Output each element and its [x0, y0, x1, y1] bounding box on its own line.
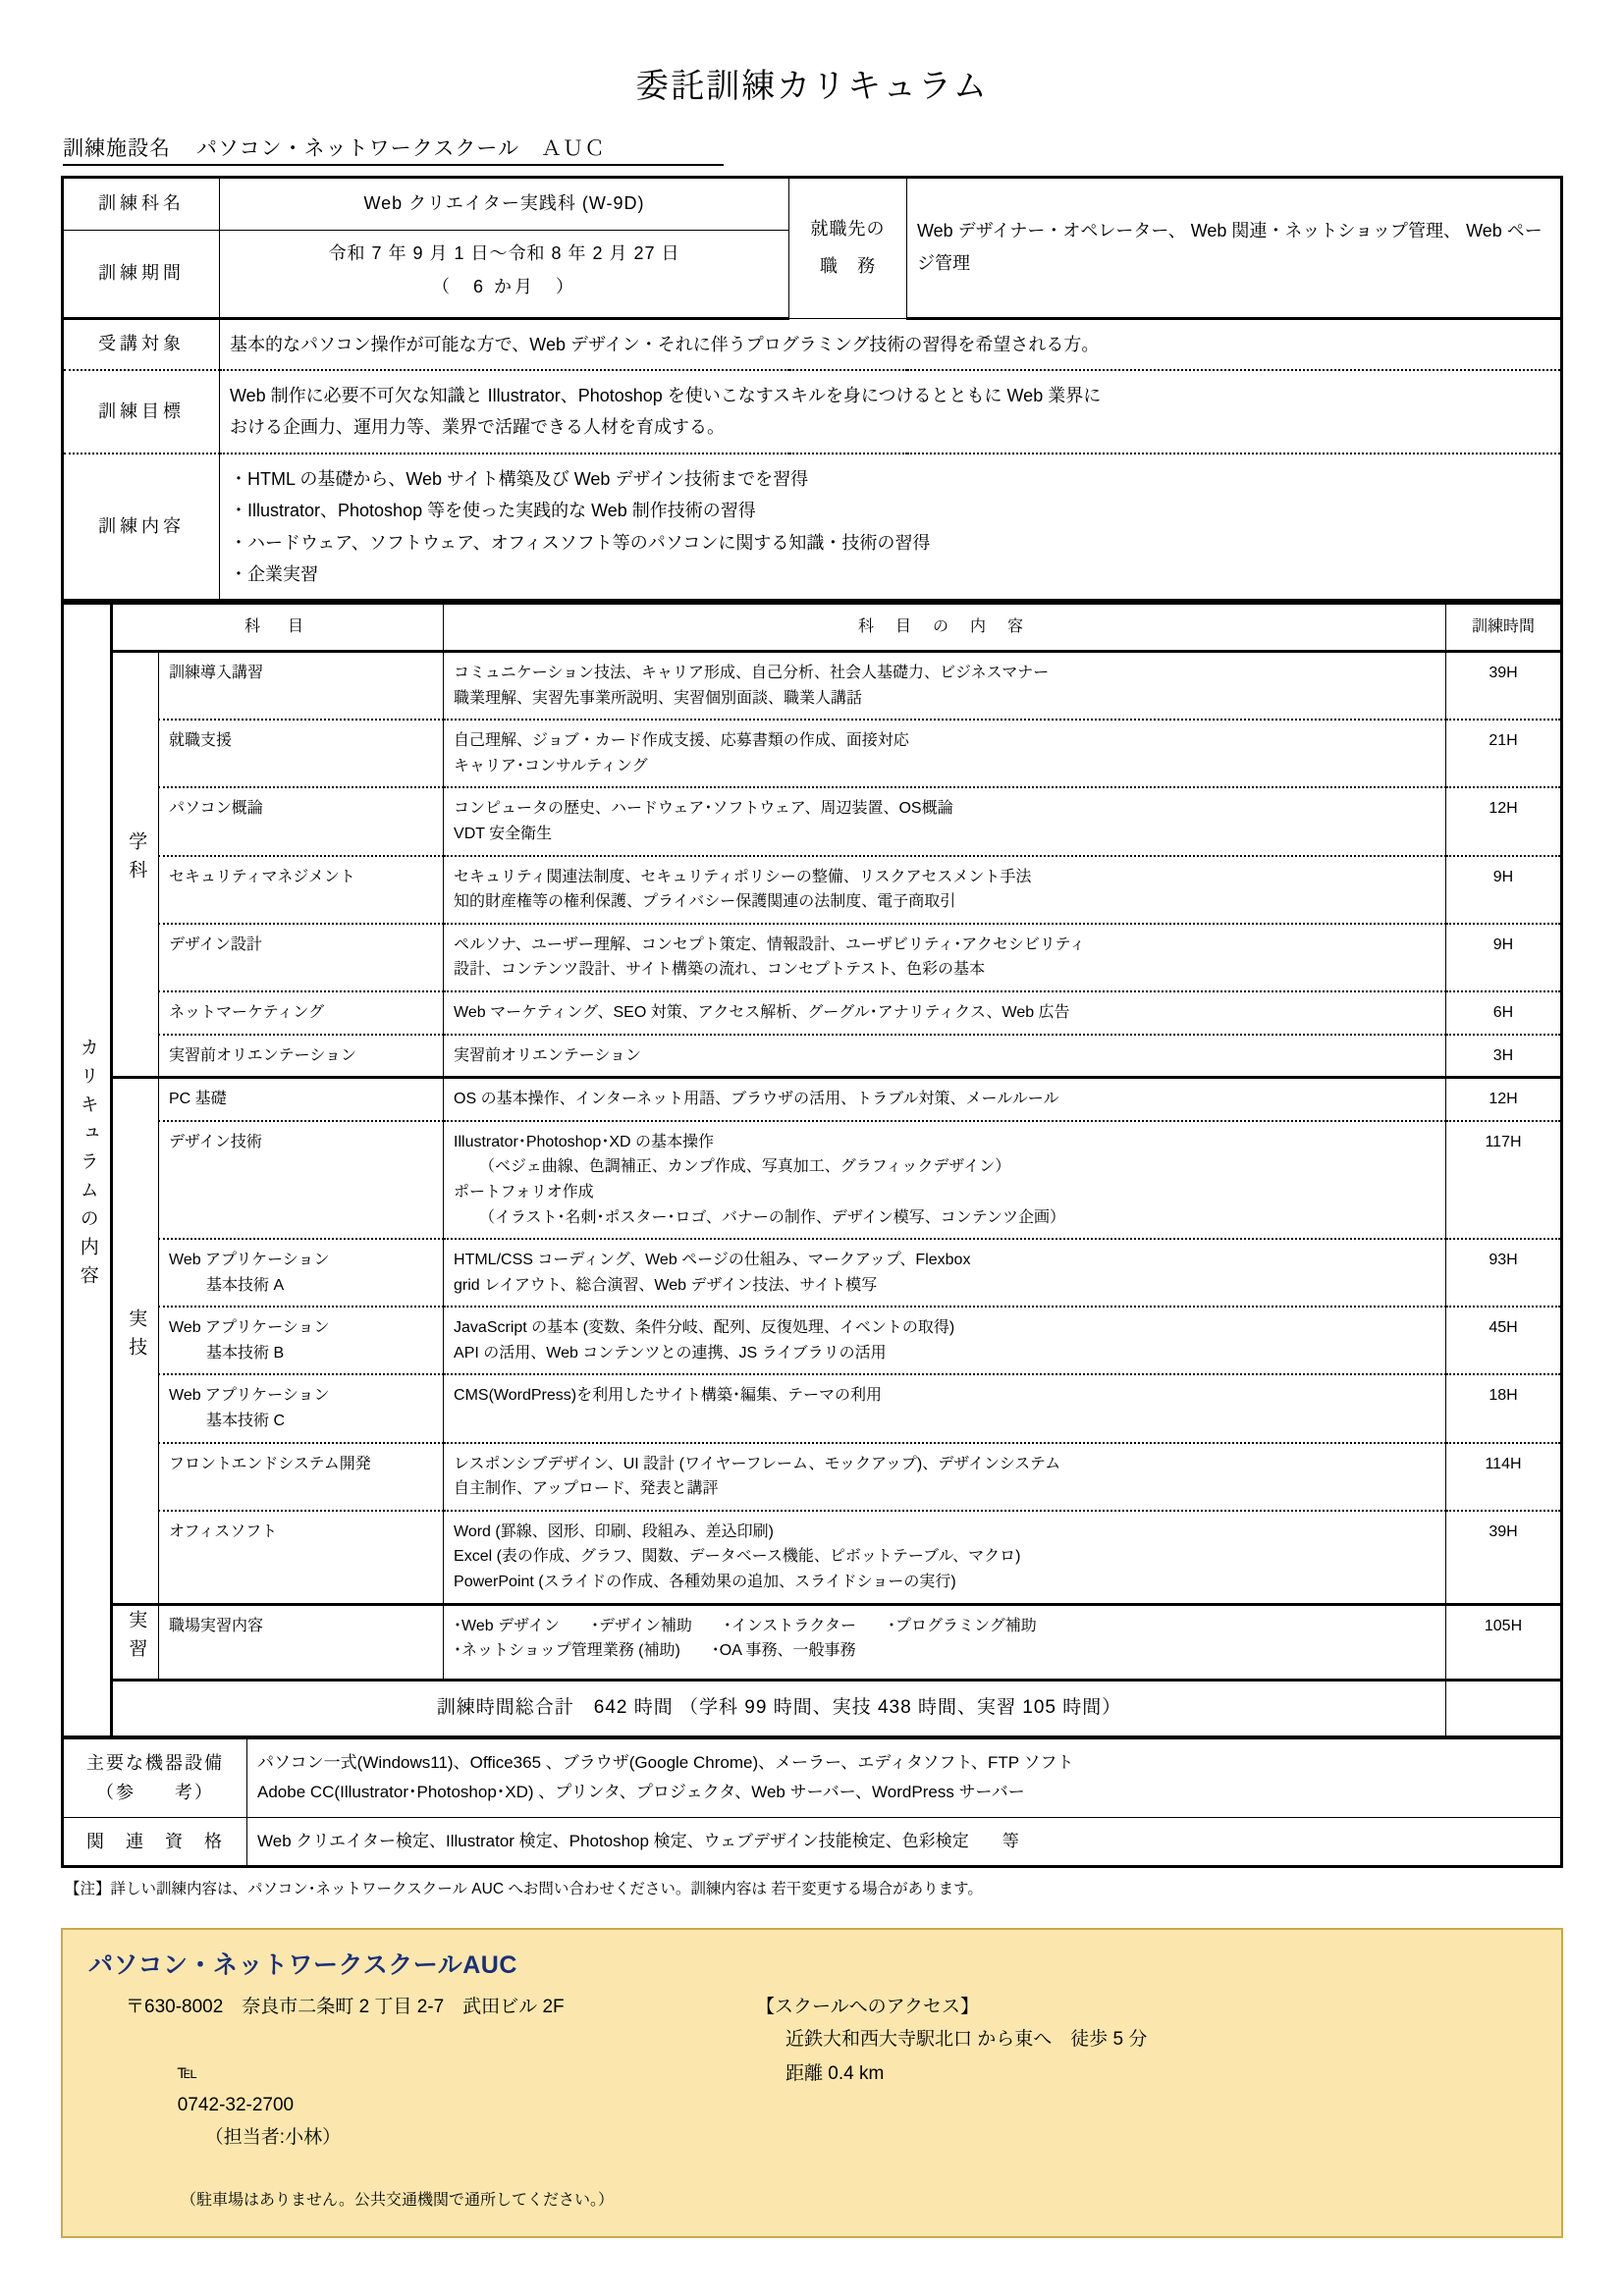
- content-line: PowerPoint (スライドの作成、各種効果の追加、スライドショーの実行): [454, 1574, 956, 1591]
- content-line: grid レイアウト、総合演習、Web デザイン技法、サイト模写: [454, 1276, 878, 1294]
- parking-note: （駐車場はありません。公共交通機関で通所してください。）: [181, 2191, 614, 2209]
- table-row: [63, 1738, 1562, 1817]
- curriculum-side-label: [63, 604, 112, 1736]
- total-hours-row: [63, 1681, 1562, 1736]
- content-line: JavaScript の基本 (変数、条件分岐、配列、反復処理、イベントの取得): [454, 1319, 955, 1337]
- subject-line: Web アプリケーション: [169, 1319, 330, 1337]
- subject-content: [444, 1604, 1446, 1681]
- training-hours: 105H: [1446, 1604, 1562, 1681]
- table-row: [63, 1604, 1562, 1681]
- subject-content: [444, 787, 1446, 855]
- group-label-text: 実習: [126, 1609, 147, 1667]
- curriculum-side-label-text: カリキュラムの内容: [77, 1038, 98, 1295]
- period-label: 訓練期間: [63, 230, 220, 318]
- subject-content: [444, 1078, 1446, 1121]
- qualification-text: Web クリエイター検定、Illustrator 検定、Photoshop 検定、ウェブデザイン技能検定、色彩検定 等: [247, 1817, 1562, 1867]
- target-label: 受講対象: [63, 318, 220, 370]
- content-line: 知的財産権等の権利保護、プライバシー保護関連の法制度、電子商取引: [454, 893, 956, 911]
- subject-line: PC 基礎: [169, 1091, 227, 1108]
- job-destination-label: [789, 178, 907, 319]
- subject-content: [444, 924, 1446, 991]
- footnote-text: 詳しい訓練内容は、パソコン･ネットワークスクール AUC へお問い合わせください。訓練内容は 若干変更する場合があります。: [110, 1881, 983, 1898]
- goal-line: おける企画力、運用力等、業界で活躍できる人材を育成する。: [230, 417, 725, 438]
- content-line: コミュニケーション技法、キャリア形成、自己分析、社会人基礎力、ビジネスマナー: [454, 665, 1050, 681]
- job-destination-list: [907, 178, 1562, 319]
- content-line: レスポンシブデザイン、UI 設計 (ワイヤーフレーム、モックアップ)、デザインシステム: [454, 1455, 1061, 1472]
- group-label-3: [112, 1604, 159, 1681]
- facility-name: パソコン・ネットワークスクール ＡＵＣ: [171, 133, 724, 166]
- school-name: パソコン・ネットワークスクールAUC: [88, 1951, 517, 1980]
- target-text: 基本的なパソコン操作が可能な方で、Web デザイン・それに伴うプログラミング技術の習得を希望される方。: [220, 318, 1562, 370]
- subject-line: フロントエンドシステム開発: [169, 1455, 371, 1472]
- content-line: ･ネットショップ管理業務 (補助) ･OA 事務、一般事務: [454, 1642, 856, 1660]
- equipment-label-line2: （参 考）: [96, 1783, 214, 1803]
- table-row: [63, 178, 1562, 231]
- subject-line: 基本技術 C: [206, 1413, 286, 1430]
- period-line1: 令和 7 年 9 月 1 日〜令和 8 年 2 月 27 日: [328, 242, 680, 263]
- page-title: 委託訓練カリキュラム: [635, 67, 989, 106]
- total-hours-text: 訓練時間総合計 642 時間 （学科 99 時間、実技 438 時間、実習 105 時間）: [112, 1681, 1446, 1736]
- subject-line: ネットマーケティング: [169, 1003, 325, 1021]
- subject-line: デザイン技術: [169, 1133, 262, 1150]
- curriculum-table: [61, 602, 1563, 1737]
- content-line: 職業理解、実習先事業所説明、実習個別面談、職業人講話: [454, 689, 863, 707]
- training-hours: 9H: [1446, 856, 1562, 924]
- subject-content: [444, 1239, 1446, 1307]
- content-line: ・HTML の基礎から、Web サイト構築及び Web デザイン技術までを習得: [230, 468, 809, 489]
- subject-line: パソコン概論: [169, 800, 263, 818]
- subject-line: 訓練導入講習: [169, 665, 264, 681]
- subject-line: 就職支援: [169, 732, 233, 750]
- content-label: 訓練内容: [63, 454, 220, 601]
- goal-text: [220, 370, 1562, 454]
- table-row: [63, 652, 1562, 721]
- table-row: [63, 1078, 1562, 1121]
- group-label-1: [112, 652, 159, 1078]
- period-line2: （ 6 か月 ）: [431, 276, 576, 296]
- table-row: [63, 991, 1562, 1035]
- content-line: Word (罫線、図形、印刷、段組み、差込印刷): [454, 1522, 775, 1540]
- equipment-list: [247, 1738, 1562, 1817]
- contact-person: （担当者:小林）: [204, 2127, 342, 2149]
- subject-name: [159, 1511, 444, 1604]
- group-label-2: [112, 1078, 159, 1605]
- tel-number: 0742-32-2700: [177, 2094, 295, 2115]
- table-row: [63, 370, 1562, 454]
- subject-name: [159, 787, 444, 855]
- subject-content: [444, 652, 1446, 721]
- content-line: API の活用、Web コンテンツとの連携、JS ライブラリの活用: [454, 1344, 887, 1362]
- content-line: ・ハードウェア、ソフトウェア、オフィスソフト等のパソコンに関する知識・技術の習得: [230, 532, 931, 553]
- facility-label: 訓練施設名: [63, 133, 171, 166]
- tel-icon: ℡: [177, 2061, 198, 2083]
- job-item: Web ページ管理: [917, 221, 1543, 274]
- course-name-label: 訓練科名: [63, 178, 220, 231]
- subject-content: [444, 720, 1446, 787]
- content-line: ・Illustrator、Photoshop 等を使った実践的な Web 制作技術の習得: [230, 501, 756, 521]
- subject-name: [159, 1307, 444, 1374]
- job-item: Web 関連・ネットショップ管理、: [1190, 221, 1462, 241]
- subject-name: [159, 1443, 444, 1511]
- subject-line: 実習前オリエンテーション: [169, 1046, 357, 1064]
- course-name-value: Web クリエイター実践科 (W-9D): [220, 178, 789, 231]
- table-row: [63, 1511, 1562, 1604]
- content-line: （イラスト･名刺･ポスター･ロゴ、バナーの制作、デザイン模写、コンテンツ企画）: [479, 1208, 1065, 1226]
- subject-name: [159, 720, 444, 787]
- facility-line: [63, 133, 1563, 166]
- job-label-line1: 就職先の: [810, 219, 886, 240]
- table-row: [63, 1817, 1562, 1867]
- address: 〒630-8002 奈良市二条町 2 丁目 2-7 武田ビル 2F: [126, 1997, 565, 2018]
- content-line: Web マーケティング、SEO 対策、アクセス解析、グーグル･アナリティクス、Web 広告: [454, 1003, 1070, 1021]
- qualification-label: 関 連 資 格: [63, 1817, 247, 1867]
- subject-content: [444, 1374, 1446, 1442]
- header-subject-content: 科目の内容: [444, 604, 1446, 652]
- subject-line: 基本技術 A: [206, 1276, 285, 1294]
- training-hours: 6H: [1446, 991, 1562, 1035]
- subject-line: 基本技術 B: [206, 1344, 285, 1362]
- job-item: Web デザイナー・オペレーター、: [917, 221, 1186, 241]
- training-hours: 45H: [1446, 1307, 1562, 1374]
- subject-content: [444, 856, 1446, 924]
- table-row: [63, 787, 1562, 855]
- subject-name: [159, 1078, 444, 1121]
- header-hours: 訓練時間: [1446, 604, 1562, 652]
- equipment-line: Adobe CC(Illustrator･Photoshop･XD) 、プリンタ、プロジェクタ、Web サーバー、WordPress サーバー: [257, 1783, 1025, 1802]
- subject-line: Web アプリケーション: [169, 1252, 330, 1269]
- equipment-label: [63, 1738, 247, 1817]
- training-hours: 117H: [1446, 1121, 1562, 1239]
- subject-name: [159, 991, 444, 1035]
- table-row: [63, 856, 1562, 924]
- content-line: Excel (表の作成、グラフ、関数、データベース機能、ピボットテーブル、マクロ): [454, 1548, 1021, 1566]
- group-label-text: 学科: [126, 831, 147, 889]
- content-line: ペルソナ、ユーザー理解、コンセプト策定、情報設計、ユーザビリティ･アクセシビリティ: [454, 935, 1086, 953]
- content-line: OS の基本操作、インターネット用語、ブラウザの活用、トラブル対策、メールルール: [454, 1091, 1059, 1108]
- header-subject: 科目: [112, 604, 444, 652]
- content-line: コンピュータの歴史、ハードウェア･ソフトウェア、周辺装置、OS概論: [454, 800, 953, 818]
- table-row: [63, 1443, 1562, 1511]
- subject-name: [159, 1121, 444, 1239]
- table-row: [63, 924, 1562, 991]
- content-line: CMS(WordPress)を利用したサイト構築･編集、テーマの利用: [454, 1387, 882, 1405]
- subject-content: [444, 1035, 1446, 1078]
- subject-content: [444, 1307, 1446, 1374]
- telephone-line: [126, 2023, 717, 2186]
- subject-name: [159, 652, 444, 721]
- content-line: 自主制作、アップロード、発表と講評: [454, 1480, 719, 1498]
- subject-content: [444, 991, 1446, 1035]
- subject-line: セキュリティマネジメント: [169, 868, 355, 885]
- training-hours: 12H: [1446, 1078, 1562, 1121]
- table-row: [63, 1374, 1562, 1442]
- content-line: ポートフォリオ作成: [454, 1183, 594, 1201]
- content-line: セキュリティ関連法制度、セキュリティポリシーの整備、リスクアセスメント手法: [454, 868, 1032, 885]
- training-hours: 93H: [1446, 1239, 1562, 1307]
- subject-content: [444, 1443, 1446, 1511]
- training-hours: 9H: [1446, 924, 1562, 991]
- subject-line: オフィスソフト: [169, 1522, 278, 1540]
- subject-name: [159, 1604, 444, 1681]
- equipment-label-line1: 主要な機器設備: [86, 1752, 224, 1773]
- subject-line: 職場実習内容: [169, 1617, 264, 1634]
- footnote-marker: 【注】: [65, 1881, 111, 1898]
- content-line: ･Web デザイン ･デザイン補助 ･インストラクター ･プログラミング補助: [454, 1617, 1037, 1634]
- table-row: [63, 454, 1562, 601]
- job-label-line2: 職 務: [820, 255, 876, 276]
- table-row: [63, 1307, 1562, 1374]
- equipment-line: パソコン一式(Windows11)、Office365 、ブラウザ(Google Chrome)、メーラー、エディタソフト、FTP ソフト: [257, 1752, 1074, 1772]
- contact-footer: [61, 1928, 1563, 2238]
- subject-line: デザイン設計: [169, 935, 262, 953]
- training-hours: 18H: [1446, 1374, 1562, 1442]
- training-hours: 21H: [1446, 720, 1562, 787]
- training-hours: 114H: [1446, 1443, 1562, 1511]
- content-line: キャリア･コンサルティング: [454, 757, 648, 774]
- content-line: 実習前オリエンテーション: [454, 1046, 642, 1064]
- goal-line: Web 制作に必要不可欠な知識と Illustrator、Photoshop を使いこなすスキルを身につけるとともに Web 業界に: [230, 386, 1102, 406]
- table-row: [63, 1239, 1562, 1307]
- content-line: 設計、コンテンツ設計、サイト構築の流れ、コンセプトテスト、色彩の基本: [454, 961, 985, 979]
- training-hours: 39H: [1446, 652, 1562, 721]
- access-line1: 近鉄大和西大寺駅北口 から東へ 徒歩 5 分: [785, 2029, 1148, 2051]
- subject-line: Web アプリケーション: [169, 1387, 330, 1405]
- table-row: [63, 1035, 1562, 1078]
- content-line: Illustrator･Photoshop･XD の基本操作: [454, 1133, 714, 1150]
- subject-content: [444, 1511, 1446, 1604]
- table-row: [63, 318, 1562, 370]
- goal-label: 訓練目標: [63, 370, 220, 454]
- subject-content: [444, 1121, 1446, 1239]
- access-details: [756, 1991, 1536, 2215]
- training-hours: 3H: [1446, 1035, 1562, 1078]
- access-title: 【スクールへのアクセス】: [756, 1997, 980, 2018]
- subject-name: [159, 856, 444, 924]
- content-text: [220, 454, 1562, 601]
- total-hours-pad: [1446, 1681, 1562, 1736]
- subject-name: [159, 924, 444, 991]
- content-line: HTML/CSS コーディング、Web ページの仕組み、マークアップ、Flexbox: [454, 1252, 971, 1269]
- access-line2: 距離 0.4 km: [785, 2062, 885, 2084]
- table-row: [63, 1121, 1562, 1239]
- subject-name: [159, 1239, 444, 1307]
- group-label-text: 実技: [126, 1308, 147, 1365]
- period-value: [220, 230, 789, 318]
- course-info-table: [61, 176, 1563, 602]
- content-line: VDT 安全衛生: [454, 825, 553, 842]
- content-line: 自己理解、ジョブ・カード作成支援、応募書類の作成、面接対応: [454, 732, 909, 750]
- training-hours: 12H: [1446, 787, 1562, 855]
- curriculum-header-row: [63, 604, 1562, 652]
- content-line: （ベジェ曲線、色調補正、カンプ作成、写真加工、グラフィックデザイン）: [479, 1158, 1011, 1176]
- content-line: ・企業実習: [230, 564, 318, 585]
- subject-name: [159, 1035, 444, 1078]
- subject-name: [159, 1374, 444, 1442]
- equipment-table: [61, 1738, 1563, 1869]
- footnote: [65, 1878, 1563, 1902]
- table-row: [63, 720, 1562, 787]
- contact-details: [88, 1991, 717, 2215]
- training-hours: 39H: [1446, 1511, 1562, 1604]
